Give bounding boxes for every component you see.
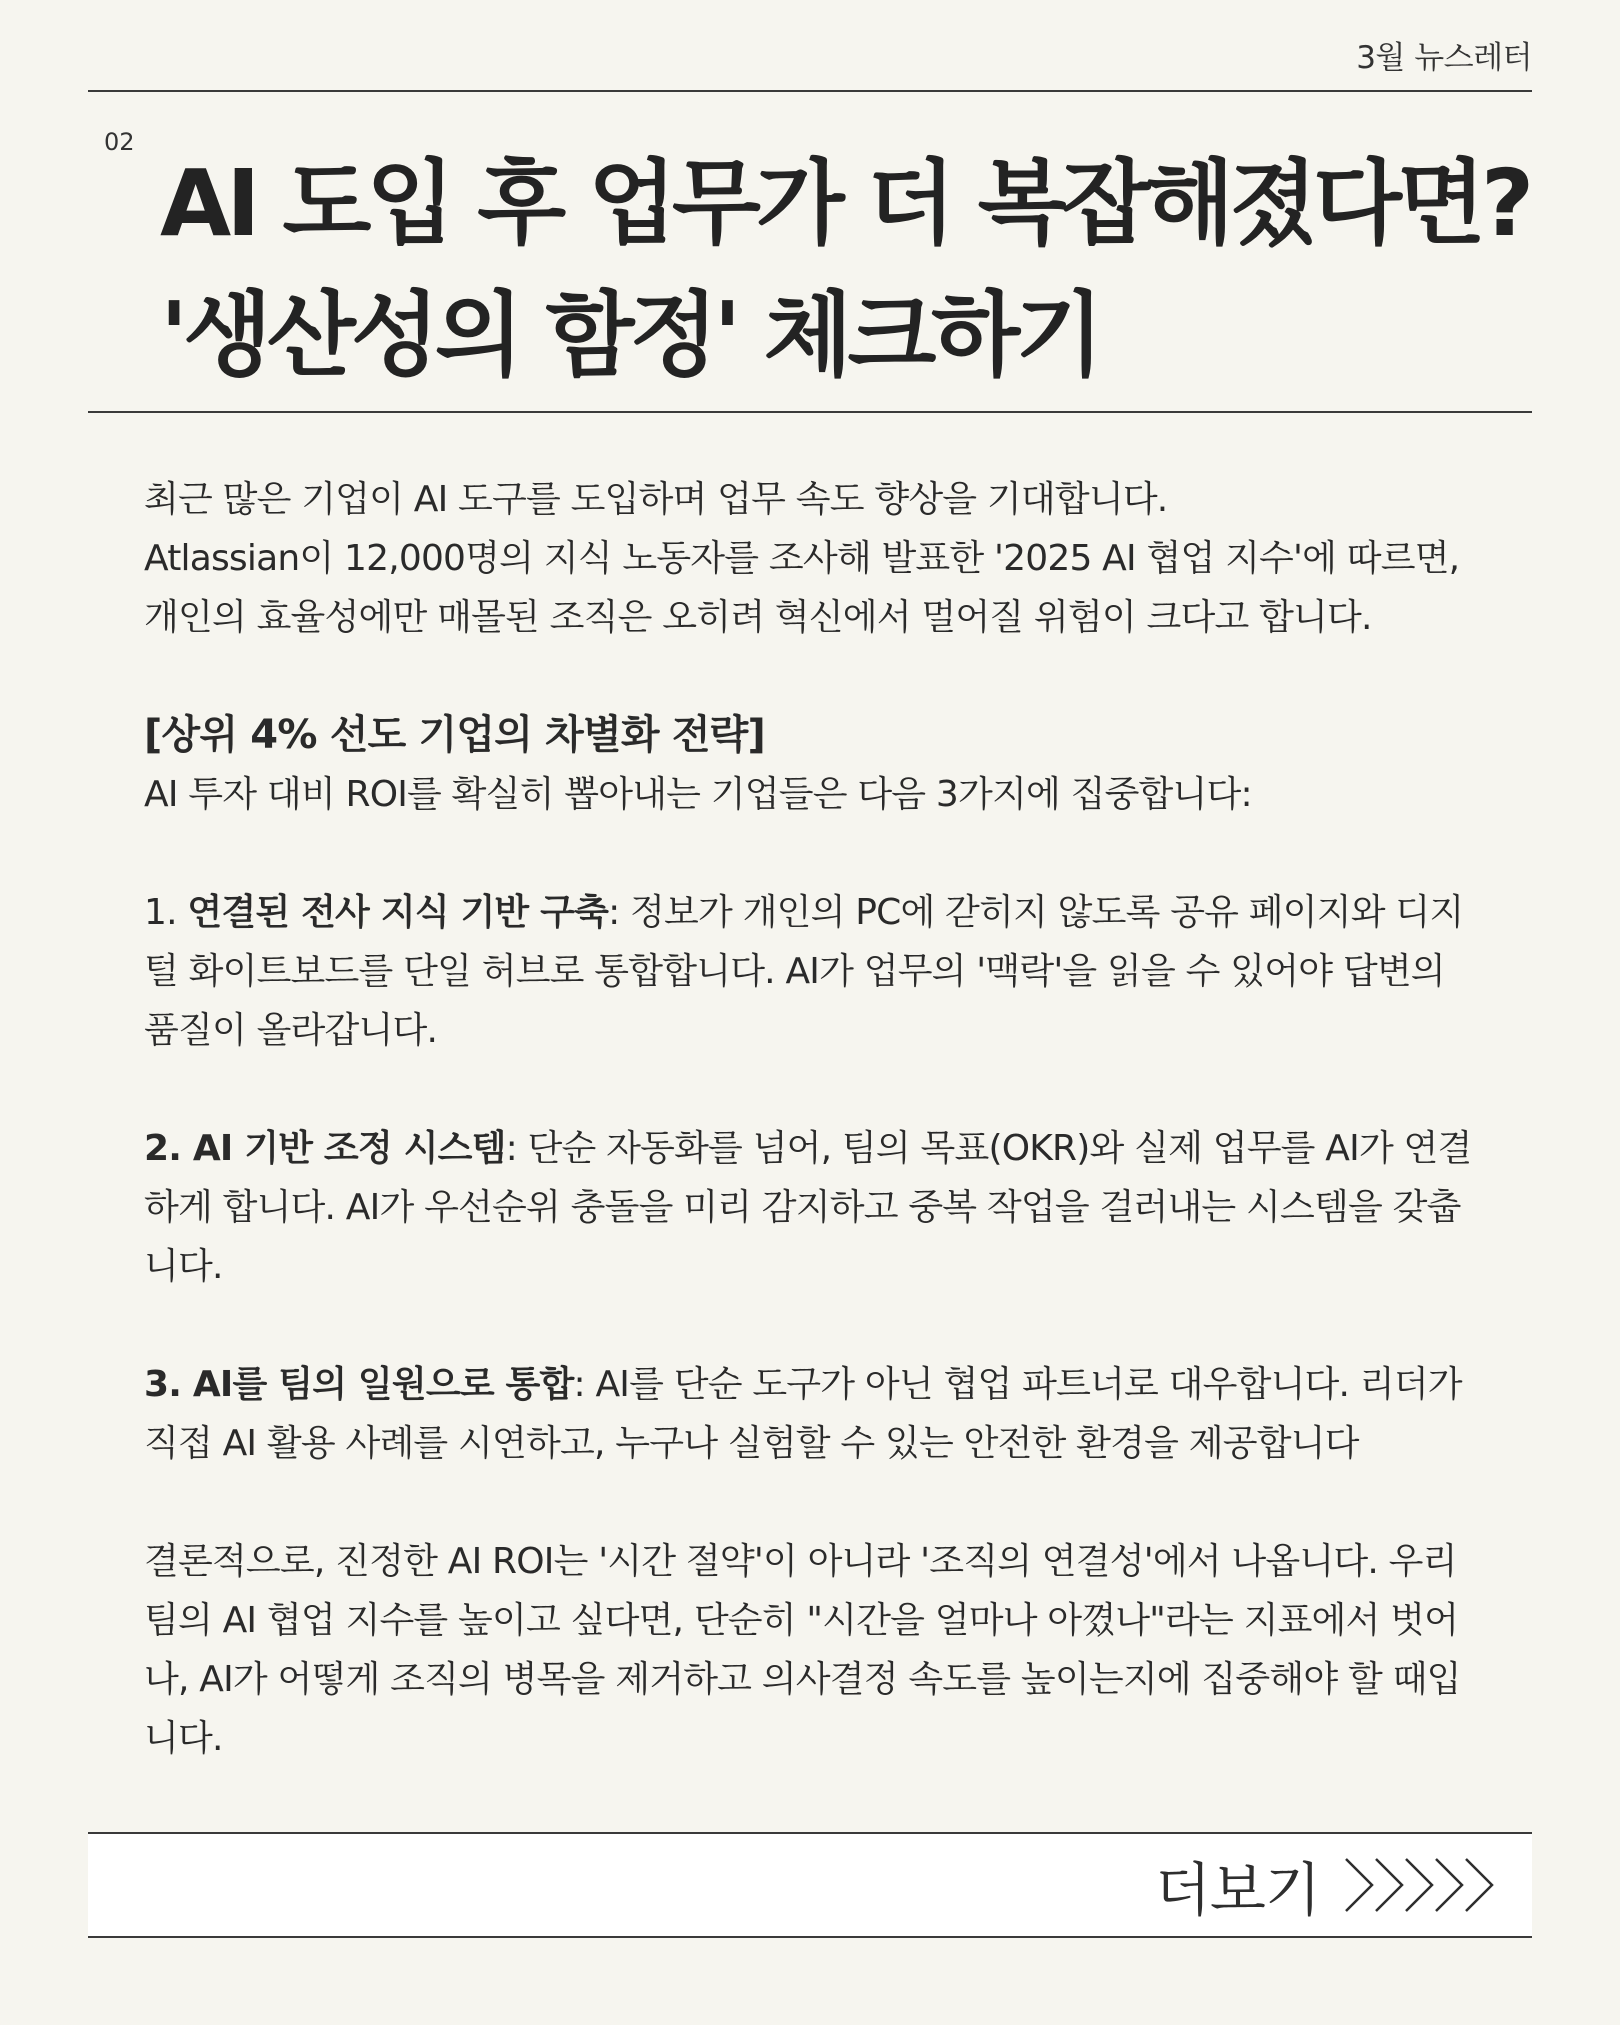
chevrons-right-icon [1342, 1853, 1502, 1917]
strategy-item-number: 2. [144, 1128, 193, 1169]
conclusion-paragraph: 결론적으로, 진정한 AI ROI는 '시간 절약'이 아니라 '조직의 연결성'에서 나옵니다. 우리 팀의 AI 협업 지수를 높이고 싶다면, 단순히 "시간을 얼마나 아꼈나"라는 지표에서 벗어나, AI가 어떻게 조직의 병목을 제거하고 의사결정 속도를 높이는지에 집중해야 할 때입니다. [144, 1541, 1461, 1759]
paragraph-spacer [144, 647, 1478, 706]
more-bar [88, 1834, 1532, 1936]
paragraph-spacer [144, 1473, 1478, 1532]
strategy-item-3 [144, 1355, 1478, 1473]
article-title [160, 138, 1530, 402]
more-bar-bottom-divider [88, 1936, 1532, 1938]
strategy-item-text: : AI를 단순 도구가 아닌 협업 파트너로 대우합니다. 리더가 직접 AI 활용 사례를 시연하고, 누구나 실험할 수 있는 안전한 환경을 제공합니다 [144, 1364, 1462, 1464]
article-title-line-1: AI 도입 후 업무가 더 복잡해졌다면? [160, 150, 1530, 257]
paragraph-spacer [144, 1060, 1478, 1119]
strategy-item-title: AI 기반 조정 시스템 [192, 1128, 506, 1169]
strategy-item-2 [144, 1119, 1478, 1296]
intro-paragraph-1: 최근 많은 기업이 AI 도구를 도입하며 업무 속도 향상을 기대합니다. [144, 479, 1168, 520]
strategy-item-text: : 정보가 개인의 PC에 갇히지 않도록 공유 페이지와 디지털 화이트보드를 단일 허브로 통합합니다. AI가 업무의 '맥락'을 읽을 수 있어야 답변의 품질이 올라갑니다. [144, 892, 1464, 1051]
section-number: 02 [104, 128, 135, 156]
paragraph-spacer [144, 824, 1478, 883]
article-title-line-2: '생산성의 함정' 체크하기 [160, 282, 1100, 389]
strategy-intro: AI 투자 대비 ROI를 확실히 뽑아내는 기업들은 다음 3가지에 집중합니다: [144, 774, 1252, 815]
strategy-item-title: 연결된 전사 지식 기반 구축 [187, 892, 609, 933]
strategy-item-text: : 단순 자동화를 넘어, 팀의 목표(OKR)와 실제 업무를 AI가 연결하게 합니다. AI가 우선순위 충돌을 미리 감지하고 중복 작업을 걸러내는 시스템을 갖춥니다. [144, 1128, 1472, 1287]
header-divider [88, 90, 1532, 92]
strategy-item-number: 3. [144, 1364, 193, 1405]
article-body [144, 470, 1478, 1768]
strategy-item-number: 1. [144, 892, 188, 933]
strategy-item-1 [144, 883, 1478, 1060]
more-button[interactable] [1155, 1844, 1502, 1926]
intro-paragraph-2: Atlassian이 12,000명의 지식 노동자를 조사해 발표한 '2025 AI 협업 지수'에 따르면, 개인의 효율성에만 매몰된 조직은 오히려 혁신에서 멀어질 위험이 크다고 합니다. [144, 538, 1460, 638]
title-divider [88, 411, 1532, 413]
paragraph-spacer [144, 1296, 1478, 1355]
strategy-item-title: AI를 팀의 일원으로 통합 [192, 1364, 574, 1405]
strategy-heading: [상위 4% 선도 기업의 차별화 전략] [144, 712, 765, 758]
newsletter-issue-label: 3월 뉴스레터 [1356, 40, 1532, 76]
more-button-label: 더보기 [1154, 1856, 1320, 1924]
